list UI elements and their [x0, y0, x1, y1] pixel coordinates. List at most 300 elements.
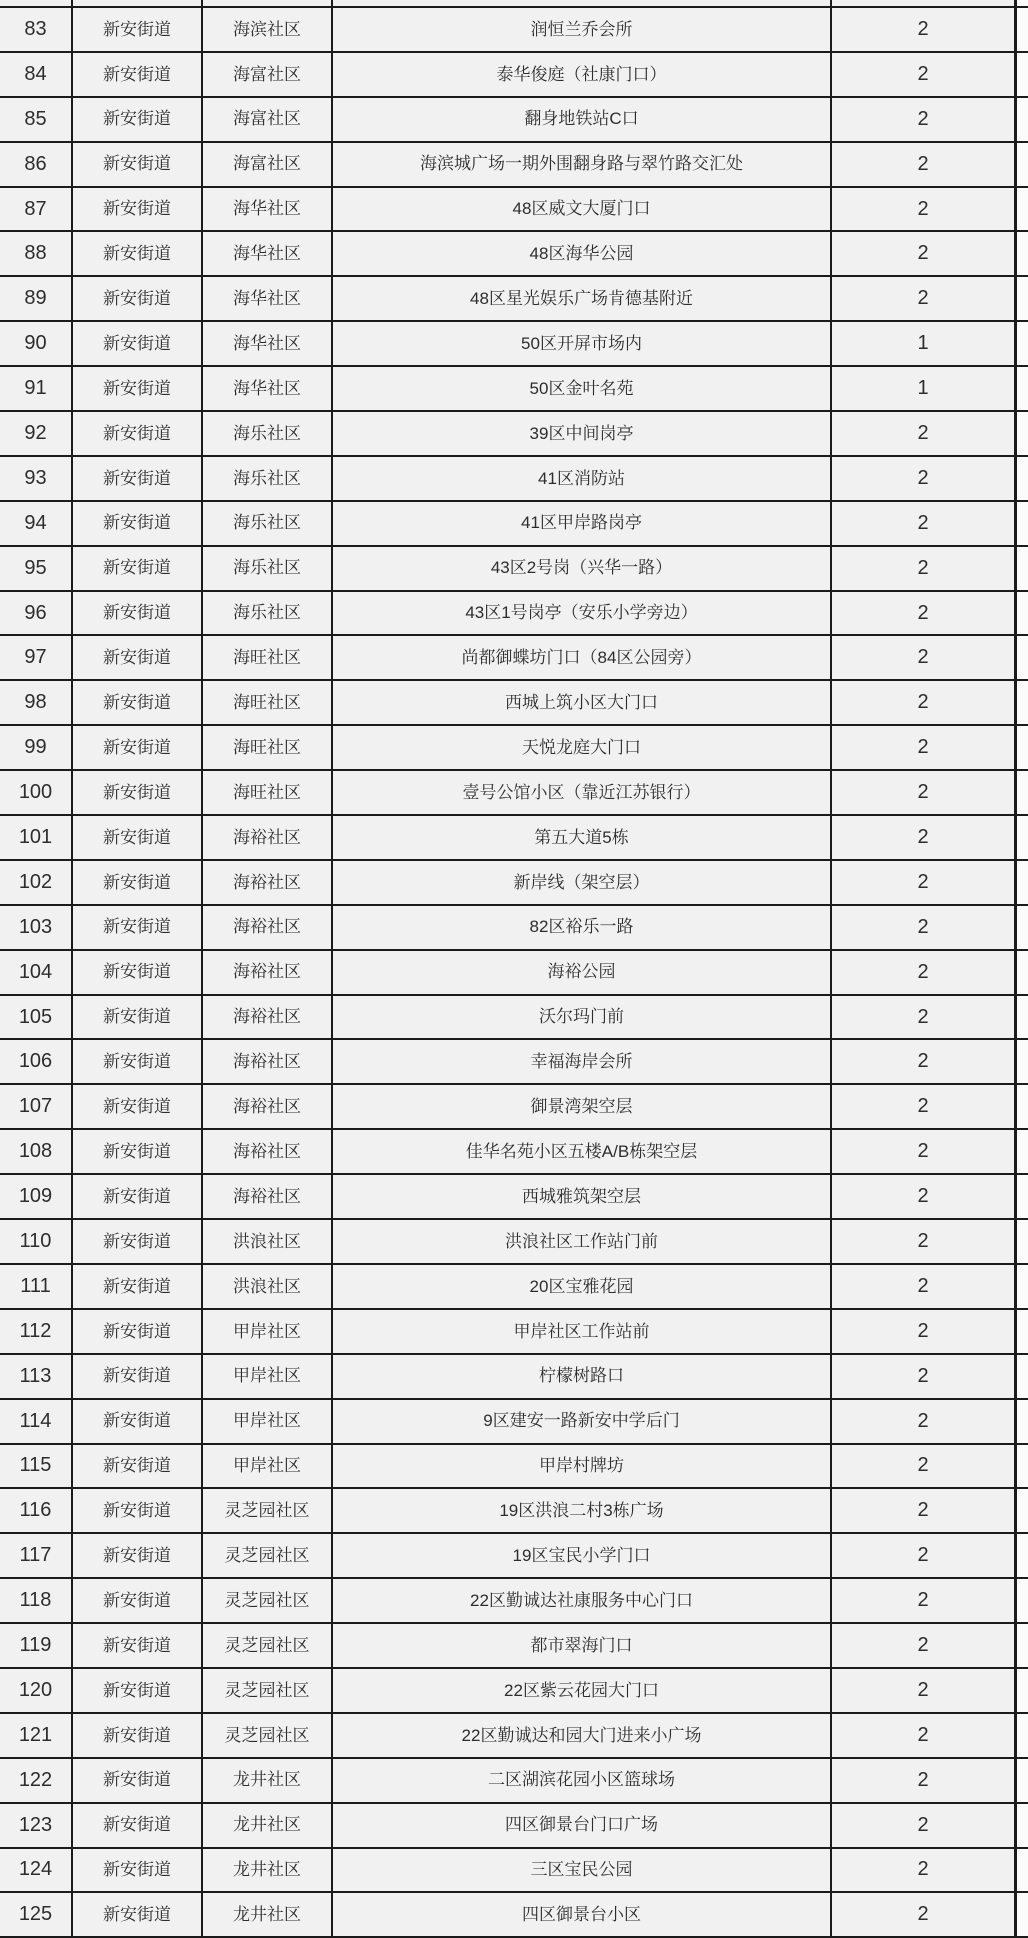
street-cell: 新安街道 [73, 996, 203, 1039]
right-gutter [1017, 726, 1028, 769]
row-number-cell: 92 [0, 412, 73, 455]
street-cell: 新安街道 [73, 906, 203, 949]
row-number-cell: 115 [0, 1445, 73, 1488]
location-cell: 9区建安一路新安中学后门 [333, 1400, 832, 1443]
row-number-cell: 86 [0, 143, 73, 186]
location-cell: 第五大道5栋 [333, 816, 832, 859]
street-cell [73, 0, 203, 6]
community-cell: 灵芝园社区 [203, 1489, 333, 1532]
street-cell: 新安街道 [73, 1489, 203, 1532]
street-cell: 新安街道 [73, 636, 203, 679]
street-cell: 新安街道 [73, 232, 203, 275]
table-row [0, 771, 1028, 816]
street-cell: 新安街道 [73, 98, 203, 141]
right-gutter [1017, 367, 1028, 410]
count-cell: 2 [832, 592, 1017, 635]
row-number-cell [0, 0, 73, 6]
street-cell: 新安街道 [73, 1175, 203, 1218]
row-number-cell: 107 [0, 1085, 73, 1128]
row-number-cell: 118 [0, 1579, 73, 1622]
count-cell: 2 [832, 1220, 1017, 1263]
count-cell: 2 [832, 502, 1017, 545]
street-cell: 新安街道 [73, 592, 203, 635]
row-number-cell: 109 [0, 1175, 73, 1218]
street-cell: 新安街道 [73, 1804, 203, 1847]
street-cell: 新安街道 [73, 1355, 203, 1398]
location-cell: 22区勤诚达社康服务中心门口 [333, 1579, 832, 1622]
street-cell: 新安街道 [73, 1669, 203, 1712]
street-cell: 新安街道 [73, 1445, 203, 1488]
community-cell: 灵芝园社区 [203, 1714, 333, 1757]
table-row [0, 322, 1028, 367]
table-row [0, 547, 1028, 592]
table-row [0, 1893, 1028, 1938]
right-gutter [1017, 8, 1028, 51]
table-row [0, 8, 1028, 53]
community-cell: 海裕社区 [203, 861, 333, 904]
location-cell: 幸福海岸会所 [333, 1040, 832, 1083]
table-row [0, 1759, 1028, 1804]
row-number-cell: 93 [0, 457, 73, 500]
right-gutter [1017, 996, 1028, 1039]
street-cell: 新安街道 [73, 951, 203, 994]
count-cell: 2 [832, 547, 1017, 590]
community-cell: 灵芝园社区 [203, 1669, 333, 1712]
location-cell: 新岸线（架空层） [333, 861, 832, 904]
count-cell: 2 [832, 726, 1017, 769]
community-cell: 甲岸社区 [203, 1445, 333, 1488]
count-cell: 2 [832, 1804, 1017, 1847]
location-cell: 天悦龙庭大门口 [333, 726, 832, 769]
location-cell: 19区宝民小学门口 [333, 1534, 832, 1577]
location-cell: 西城上筑小区大门口 [333, 681, 832, 724]
location-cell: 41区消防站 [333, 457, 832, 500]
location-cell: 海滨城广场一期外围翻身路与翠竹路交汇处 [333, 143, 832, 186]
count-cell: 2 [832, 1579, 1017, 1622]
location-cell: 翻身地铁站C口 [333, 98, 832, 141]
community-cell: 龙井社区 [203, 1849, 333, 1892]
location-cell: 海裕公园 [333, 951, 832, 994]
community-cell: 龙井社区 [203, 1893, 333, 1936]
count-cell: 2 [832, 1355, 1017, 1398]
right-gutter [1017, 861, 1028, 904]
location-cell: 御景湾架空层 [333, 1085, 832, 1128]
community-cell: 海裕社区 [203, 1085, 333, 1128]
row-number-cell: 114 [0, 1400, 73, 1443]
table-row [0, 1175, 1028, 1220]
community-cell: 灵芝园社区 [203, 1624, 333, 1667]
street-cell: 新安街道 [73, 1040, 203, 1083]
count-cell: 2 [832, 98, 1017, 141]
row-number-cell: 105 [0, 996, 73, 1039]
location-cell: 洪浪社区工作站门前 [333, 1220, 832, 1263]
location-cell: 尚都御蝶坊门口（84区公园旁） [333, 636, 832, 679]
location-cell: 41区甲岸路岗亭 [333, 502, 832, 545]
row-number-cell: 111 [0, 1265, 73, 1308]
community-cell: 海华社区 [203, 188, 333, 231]
row-number-cell: 119 [0, 1624, 73, 1667]
row-number-cell: 110 [0, 1220, 73, 1263]
location-cell: 82区裕乐一路 [333, 906, 832, 949]
count-cell: 2 [832, 1759, 1017, 1802]
street-cell: 新安街道 [73, 53, 203, 96]
row-number-cell: 84 [0, 53, 73, 96]
table-row [0, 726, 1028, 771]
community-cell: 海裕社区 [203, 951, 333, 994]
location-cell: 22区勤诚达和园大门进来小广场 [333, 1714, 832, 1757]
right-gutter [1017, 277, 1028, 320]
community-cell: 海华社区 [203, 367, 333, 410]
location-cell: 佳华名苑小区五楼A/B栋架空层 [333, 1130, 832, 1173]
location-cell: 壹号公馆小区（靠近江苏银行） [333, 771, 832, 814]
community-cell: 海华社区 [203, 232, 333, 275]
right-gutter [1017, 906, 1028, 949]
table-row [0, 681, 1028, 726]
location-cell [333, 0, 832, 6]
table-row [0, 906, 1028, 951]
row-number-cell: 102 [0, 861, 73, 904]
community-cell: 海乐社区 [203, 547, 333, 590]
row-number-cell: 98 [0, 681, 73, 724]
community-cell: 海乐社区 [203, 457, 333, 500]
cropped-row-top [0, 0, 1028, 8]
right-gutter [1017, 1849, 1028, 1892]
community-cell: 海裕社区 [203, 1040, 333, 1083]
street-cell: 新安街道 [73, 681, 203, 724]
count-cell: 2 [832, 996, 1017, 1039]
street-cell: 新安街道 [73, 457, 203, 500]
community-cell: 海华社区 [203, 277, 333, 320]
community-cell: 海富社区 [203, 53, 333, 96]
count-cell: 2 [832, 457, 1017, 500]
location-cell: 43区2号岗（兴华一路） [333, 547, 832, 590]
row-number-cell: 91 [0, 367, 73, 410]
community-cell: 海富社区 [203, 98, 333, 141]
table-row [0, 1265, 1028, 1310]
street-cell: 新安街道 [73, 1849, 203, 1892]
right-gutter [1017, 1804, 1028, 1847]
count-cell: 2 [832, 232, 1017, 275]
community-cell: 海乐社区 [203, 502, 333, 545]
location-cell: 43区1号岗亭（安乐小学旁边） [333, 592, 832, 635]
count-cell: 2 [832, 1130, 1017, 1173]
right-gutter [1017, 322, 1028, 365]
street-cell: 新安街道 [73, 1400, 203, 1443]
count-cell: 2 [832, 861, 1017, 904]
right-gutter [1017, 1085, 1028, 1128]
community-cell: 洪浪社区 [203, 1265, 333, 1308]
count-cell: 1 [832, 322, 1017, 365]
count-cell: 2 [832, 1265, 1017, 1308]
count-cell [832, 0, 1017, 6]
row-number-cell: 106 [0, 1040, 73, 1083]
table-row [0, 1445, 1028, 1490]
street-cell: 新安街道 [73, 771, 203, 814]
row-number-cell: 101 [0, 816, 73, 859]
street-cell: 新安街道 [73, 1220, 203, 1263]
street-cell: 新安街道 [73, 1085, 203, 1128]
right-gutter [1017, 1759, 1028, 1802]
row-number-cell: 83 [0, 8, 73, 51]
count-cell: 2 [832, 1400, 1017, 1443]
right-gutter [1017, 816, 1028, 859]
right-gutter [1017, 592, 1028, 635]
location-cell: 甲岸社区工作站前 [333, 1310, 832, 1353]
community-cell: 海旺社区 [203, 726, 333, 769]
community-cell: 海裕社区 [203, 816, 333, 859]
community-cell: 海裕社区 [203, 1130, 333, 1173]
count-cell: 2 [832, 53, 1017, 96]
right-gutter [1017, 1310, 1028, 1353]
right-gutter [1017, 1534, 1028, 1577]
community-cell: 龙井社区 [203, 1759, 333, 1802]
count-cell: 2 [832, 681, 1017, 724]
right-gutter [1017, 412, 1028, 455]
row-number-cell: 103 [0, 906, 73, 949]
table-row [0, 277, 1028, 322]
community-cell: 海乐社区 [203, 412, 333, 455]
right-gutter [1017, 457, 1028, 500]
community-cell: 海滨社区 [203, 8, 333, 51]
row-number-cell: 124 [0, 1849, 73, 1892]
location-cell: 四区御景台小区 [333, 1893, 832, 1936]
street-cell: 新安街道 [73, 1265, 203, 1308]
right-gutter [1017, 681, 1028, 724]
row-number-cell: 112 [0, 1310, 73, 1353]
table-row [0, 996, 1028, 1041]
table-row [0, 188, 1028, 233]
count-cell: 2 [832, 1624, 1017, 1667]
table-row [0, 502, 1028, 547]
row-number-cell: 87 [0, 188, 73, 231]
table-row [0, 636, 1028, 681]
table-row [0, 1355, 1028, 1400]
count-cell: 2 [832, 951, 1017, 994]
community-cell: 海裕社区 [203, 996, 333, 1039]
community-cell: 海裕社区 [203, 906, 333, 949]
street-cell: 新安街道 [73, 8, 203, 51]
count-cell: 2 [832, 636, 1017, 679]
right-gutter [1017, 1445, 1028, 1488]
count-cell: 2 [832, 1893, 1017, 1936]
count-cell: 2 [832, 1175, 1017, 1218]
row-number-cell: 122 [0, 1759, 73, 1802]
row-number-cell: 125 [0, 1893, 73, 1936]
street-cell: 新安街道 [73, 143, 203, 186]
street-cell: 新安街道 [73, 277, 203, 320]
table-row [0, 143, 1028, 188]
community-cell: 甲岸社区 [203, 1355, 333, 1398]
table-row [0, 1220, 1028, 1265]
count-cell: 2 [832, 906, 1017, 949]
table-row [0, 592, 1028, 637]
table-row [0, 1040, 1028, 1085]
table-row [0, 1310, 1028, 1355]
table-row [0, 1489, 1028, 1534]
count-cell: 1 [832, 367, 1017, 410]
right-gutter [1017, 636, 1028, 679]
community-cell: 海旺社区 [203, 771, 333, 814]
table-row [0, 412, 1028, 457]
row-number-cell: 113 [0, 1355, 73, 1398]
count-cell: 2 [832, 1714, 1017, 1757]
right-gutter [1017, 143, 1028, 186]
street-cell: 新安街道 [73, 1310, 203, 1353]
row-number-cell: 123 [0, 1804, 73, 1847]
row-number-cell: 120 [0, 1669, 73, 1712]
community-cell: 甲岸社区 [203, 1310, 333, 1353]
community-cell: 海富社区 [203, 143, 333, 186]
count-cell: 2 [832, 1489, 1017, 1532]
row-number-cell: 85 [0, 98, 73, 141]
street-cell: 新安街道 [73, 1579, 203, 1622]
right-gutter [1017, 1669, 1028, 1712]
row-number-cell: 104 [0, 951, 73, 994]
location-cell: 沃尔玛门前 [333, 996, 832, 1039]
right-gutter [1017, 1265, 1028, 1308]
count-cell: 2 [832, 1085, 1017, 1128]
community-cell: 龙井社区 [203, 1804, 333, 1847]
row-number-cell: 100 [0, 771, 73, 814]
location-cell: 20区宝雅花园 [333, 1265, 832, 1308]
location-cell: 50区金叶名苑 [333, 367, 832, 410]
row-number-cell: 89 [0, 277, 73, 320]
count-cell: 2 [832, 1669, 1017, 1712]
table-row [0, 816, 1028, 861]
location-cell: 48区星光娱乐广场肯德基附近 [333, 277, 832, 320]
community-cell [203, 0, 333, 6]
street-cell: 新安街道 [73, 547, 203, 590]
location-cell: 三区宝民公园 [333, 1849, 832, 1892]
location-cell: 泰华俊庭（社康门口） [333, 53, 832, 96]
location-cell: 48区威文大厦门口 [333, 188, 832, 231]
table-row [0, 457, 1028, 502]
table-row [0, 1624, 1028, 1669]
location-cell: 二区湖滨花园小区篮球场 [333, 1759, 832, 1802]
count-cell: 2 [832, 8, 1017, 51]
row-number-cell: 116 [0, 1489, 73, 1532]
street-cell: 新安街道 [73, 816, 203, 859]
location-cell: 50区开屏市场内 [333, 322, 832, 365]
table-row [0, 98, 1028, 143]
table-row [0, 1714, 1028, 1759]
right-gutter [1017, 188, 1028, 231]
location-cell: 22区紫云花园大门口 [333, 1669, 832, 1712]
row-number-cell: 95 [0, 547, 73, 590]
table-row [0, 1534, 1028, 1579]
table-row [0, 861, 1028, 906]
street-cell: 新安街道 [73, 1893, 203, 1936]
community-cell: 洪浪社区 [203, 1220, 333, 1263]
location-cell: 19区洪浪二村3栋广场 [333, 1489, 832, 1532]
row-number-cell: 97 [0, 636, 73, 679]
table-row [0, 53, 1028, 98]
count-cell: 2 [832, 1534, 1017, 1577]
community-cell: 海旺社区 [203, 681, 333, 724]
location-cell: 甲岸村牌坊 [333, 1445, 832, 1488]
row-number-cell: 90 [0, 322, 73, 365]
right-gutter [1017, 1220, 1028, 1263]
street-cell: 新安街道 [73, 1714, 203, 1757]
count-cell: 2 [832, 143, 1017, 186]
right-gutter [1017, 951, 1028, 994]
street-cell: 新安街道 [73, 188, 203, 231]
table-row [0, 1085, 1028, 1130]
location-cell: 润恒兰乔会所 [333, 8, 832, 51]
street-cell: 新安街道 [73, 726, 203, 769]
count-cell: 2 [832, 816, 1017, 859]
table-row [0, 1130, 1028, 1175]
right-gutter [1017, 1579, 1028, 1622]
table-row [0, 232, 1028, 277]
row-number-cell: 94 [0, 502, 73, 545]
count-cell: 2 [832, 277, 1017, 320]
table-row [0, 1804, 1028, 1849]
right-gutter [1017, 1130, 1028, 1173]
count-cell: 2 [832, 1040, 1017, 1083]
right-gutter [1017, 1624, 1028, 1667]
community-cell: 海乐社区 [203, 592, 333, 635]
count-cell: 2 [832, 1445, 1017, 1488]
street-cell: 新安街道 [73, 367, 203, 410]
row-number-cell: 117 [0, 1534, 73, 1577]
right-gutter [1017, 547, 1028, 590]
right-gutter [1017, 1175, 1028, 1218]
location-cell: 48区海华公园 [333, 232, 832, 275]
right-gutter [1017, 98, 1028, 141]
street-cell: 新安街道 [73, 412, 203, 455]
right-gutter [1017, 232, 1028, 275]
street-cell: 新安街道 [73, 322, 203, 365]
table-row [0, 1849, 1028, 1894]
community-cell: 海裕社区 [203, 1175, 333, 1218]
street-cell: 新安街道 [73, 861, 203, 904]
table-row [0, 1400, 1028, 1445]
street-cell: 新安街道 [73, 1130, 203, 1173]
right-gutter [1017, 1489, 1028, 1532]
right-gutter [1017, 771, 1028, 814]
count-cell: 2 [832, 1849, 1017, 1892]
street-cell: 新安街道 [73, 502, 203, 545]
right-gutter [1017, 502, 1028, 545]
right-gutter [1017, 1040, 1028, 1083]
right-gutter [1017, 0, 1028, 6]
community-cell: 海旺社区 [203, 636, 333, 679]
location-cell: 39区中间岗亭 [333, 412, 832, 455]
street-cell: 新安街道 [73, 1624, 203, 1667]
row-number-cell: 88 [0, 232, 73, 275]
right-gutter [1017, 1355, 1028, 1398]
count-cell: 2 [832, 771, 1017, 814]
right-gutter [1017, 1400, 1028, 1443]
street-cell: 新安街道 [73, 1534, 203, 1577]
location-cell: 都市翠海门口 [333, 1624, 832, 1667]
right-gutter [1017, 1893, 1028, 1936]
community-cell: 灵芝园社区 [203, 1579, 333, 1622]
table-row [0, 951, 1028, 996]
table-row [0, 367, 1028, 412]
community-cell: 甲岸社区 [203, 1400, 333, 1443]
row-number-cell: 121 [0, 1714, 73, 1757]
table-row [0, 1579, 1028, 1624]
community-cell: 海华社区 [203, 322, 333, 365]
count-cell: 2 [832, 412, 1017, 455]
location-cell: 柠檬树路口 [333, 1355, 832, 1398]
right-gutter [1017, 1714, 1028, 1757]
location-cell: 四区御景台门口广场 [333, 1804, 832, 1847]
street-cell: 新安街道 [73, 1759, 203, 1802]
row-number-cell: 99 [0, 726, 73, 769]
